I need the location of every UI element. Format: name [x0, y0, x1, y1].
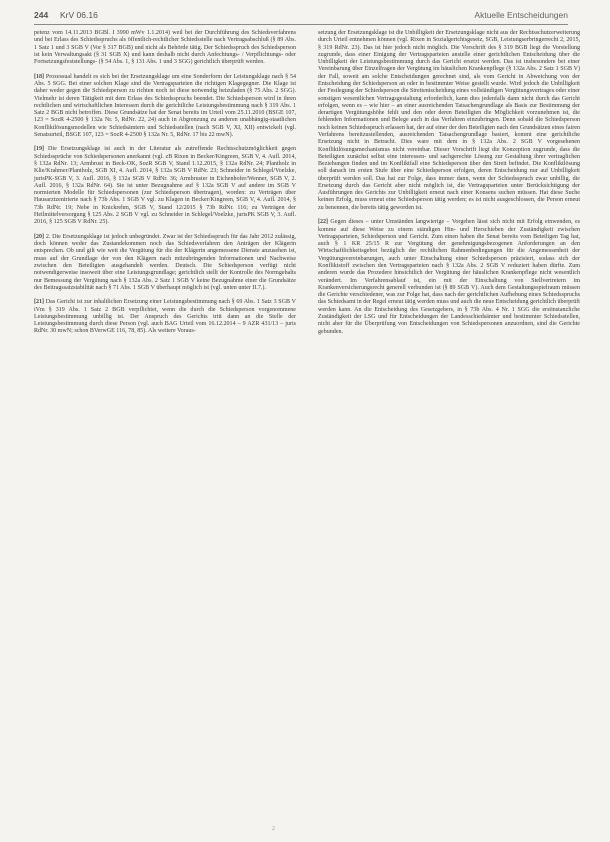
- running-header: [34, 8, 568, 25]
- paragraph: [34, 30, 296, 66]
- paragraph: [34, 146, 296, 226]
- paragraph-text: setzung der Ersetzungsklage ist die Unbilligkeit der Ersetzungsklage nicht aus der Rechtsschutzerweiterung durch Urteil entnehmen können (vgl. Rixen in Sozialgerichtsgesetz, SGB, Leistungserbringerrecht 2, 2015, § 319 RdNr. 23). Das ist hier jedoch nicht möglich. Die Vorschrift des § 319 BGB liegt die Vorstellung zugrunde, dass einer Einigung der Vertragsparteien anstelle einer gerichtlichen Entscheidung über die Unbilligkeit der Leistungsbestimmung durch das Gericht ersetzt werden. Das ist insbesondere bei einer Vereinbarung über Einzelfragen der Vergütung im häuslichen Krankenpflege (§ 132a Abs. 2 Satz 1 SGB V) der Fall, soweit am solche Entscheidungen gerechnet sind, als vom Gericht in Abweichung von der Entscheidung der Schiedsperson an oder in bestimmter Weise gestellt wurde. Wird jedoch die Unbilligkeit der Festlegung der Schiedsperson die Streitentscheidung eines vollständigen Vergütungsvertrages oder einer sonstigen wesentlichen Vertragsgestaltung erforderlich, kann dies jedenfalls dann nicht durch das Gericht erfolgen, wenn es – wie hier – an einer ausreichenden Tatsachengrundlage als Basis zur Bestimmung der derartigen Vergütungshöhe fehlt und den oder deren Beteiligten die Möglichkeit vorzunehmen ist, die fehlenden Informationen und Belege auch in das Verfahren einzubringen. Denn sobald die Schiedsperson noch keinen Schiedsspruch erlassen hat, der auf einer der den Beteiligten nach den Grundsätzen eines fairen Verfahrens bereitzustellenden, ausreichenden Tatsachengrundlage basiert, kommt eine gerichtliche Ersetzung nicht in Betracht. Dies ware mit dem in § 132a Abs. 2 SGB V vorgesehenen Konfliktlösungsmechanismus nicht vereinbar. Dieser Vorschrift liegt die Konzeption zugrunde, dass die Beteiligten zunächst selbst eine interessen- und sachgerechte Lösung zur Gestaltung ihrer vertraglichen Beziehungen finden und im Konfliktfall eine Schiedsperson über den Streit befindet. Die Konfliktlösung soll danach im ersten Stufe über eine Schiedsperson erfolgen, deren Entscheidung nur auf Unbilligkeit überprüft werden soll. Das hat zur Folge, dass immer dann, wenn der Schiedsspruch zwar unbillig, die Ersetzung durch das Gericht aber nicht möglich ist, die Vertragsparteien unter Berücksichtigung der Ausführungen des Gerichts zur Unbilligkeit erneut nach einer Konsens suchen müssen. Hat diese Suche keinen Erfolg, muss erneut eine Schiedsperson tätig werden; es ist nicht ausgeschlossen, die Person erneut zu benennen, die bereits tätig geworden ist.: [318, 30, 580, 211]
- paragraph-text: 2. Die Ersetzungsklage ist jedoch unbegründet. Zwar ist der Schiedsspruch für das Jahr 2012 zulässig, doch können weder das Zustandekommen noch das Schiedsverfahren den Anträgen der Klägerin entsprechen. Ob und gilt wie weit die Vergütung für die der Klägerin angemessene Dienste anzusehen ist, muss auf der Grundlage der von den Klägern nach mitzubringenden Informationen und Nachweise zwischen den Beteiligten ausgehandelt werden. Deutsch. Die Schiedsperson verfügt nicht notwendigerweise insoweit über eine Leistungsgrundlage; gerichtlich stellt der Kontrolle des Normgehalts nur Bemessung der Vergütung nach § 132a Abs. 2 Satz 1 SGB V keine Bezugnahme einer die Grundsätze des Beitragssatzstabilität nach § 71 Abs. 1 SGB V überhaupt möglich ist (vgl. unten unter II.7.).: [34, 233, 296, 291]
- paragraph: [34, 74, 296, 140]
- footer-mark: 2: [272, 826, 275, 832]
- paragraph: [318, 30, 580, 212]
- paragraph-text: Das Gericht ist zur inhaltlichen Ersetzung einer Leistungsbestimmung nach § 69 Abs. 1 Satz 3 SGB V iVm § 319 Abs. 1 Satz 2 BGB verpflichtet, wenn die durch die Schiedsperson vorgenommene Leistungsbestimmung unbillig ist. Der Anspruch des Gerichts tritt dann an die Stelle der Leistungsbestimmung durch diese Person (vgl. auch BAG Urteil vom 16.12.2014 – 9 AZR 431/13 – juris RdNr. 30 mwN; schon BVerwGE 116, 78, 85). Als weitere Voraus-: [34, 299, 297, 335]
- paragraph: [34, 299, 296, 335]
- left-column: [34, 30, 296, 343]
- paragraph-number: [19]: [34, 146, 45, 153]
- paragraph-number: [22]: [318, 219, 329, 226]
- paragraph-number: [21]: [34, 299, 45, 306]
- paragraph-text: petenz vom 14.11.2013 BGBl. I 3990 mWv 1.1.2014) weil bei der Durchführung des Schiedsverfahrens und bei Erlass des Schiedsspruchs als öffentlich-rechtlicher Schiedsstelle nach Vertragsabschluß (§ 89 Abs. 1 Satz 1 und 3 SGB V (Vor § 317 BGB) und nicht als Behörde tätig. Der Schiedsspruch des Schiedsperson ist kein Verwaltungsakt (§ 31 SGB X) und kann deshalb nicht durch Anfechtungs- / Verpflichtungs- oder Fortsetzungsfeststellungs- (§ 54 Abs. 1, § 131 Abs. 1 und 3 SGG) gerichtlich überprüft werden.: [34, 30, 296, 66]
- paragraph-text: Gegen dieses – unter Umständen langwierige – Vorgehen lässt sich nicht mit Erfolg einwenden, es komme auf diese Weise zu einem ständigen Hin- und Herschieben der Zuständigkeit zwischen Vertragsparteien, Schiedsperson und Gericht. Zum einen haben die Senat bereits vom Beteiligen Tag hat, auch § 1 KR 25/15 R zur Vergütung der genehmigungsbezogenen Anforderungen an den Wirtschaftlichkeitsgebot bezüglich der rechtlichen Rahmenbedingungen für die Angemessenheit der Vergütungsvereinbarungen, auch unter Einschaltung einer Schiedsperson präzisiert, sodass sich der Konfliktstoff zwischen den Vertragsparteien nach § 132a Abs. 2 SGB V reduziert haben dürfte. Zum anderen wurde das Prozedere hinsichtlich der Vergütung der häuslichen Krankenpflege nicht wesentlich verändert. Im Verfahrensablauf ist, ein mit der Einschaltung von Stellvertretern im Krankenversicherungsrecht generell verbunden ist (§ 89 SGB V). Auch dem Gestaltungsspielraum müssen die Gerichte verschiedener, was zur Folge hat, dass nach der gerichtlichen Aufhebung eines Schiedsspruchs das Schiedsamt in der Regel erneut tätig werden muss und auch die neue Entscheidung gerichtlich überprüft werden kann. An die Entscheidung des Gesetzgebers, in § 73b Abs. 4 Nr. 1 SGG die erstinstanzliche Zuständigkeit der LSG und für Entscheidungen der Landesschiedsämter und bestimmter Schiedsstellen, nicht aber für die Überprüfung von Entscheidungen von Schiedspersonen anzuordnen, sind die Gerichte gebunden.: [318, 219, 580, 335]
- section-title: Aktuelle Entscheidungen: [474, 10, 568, 20]
- paragraph-number: [18]: [34, 73, 45, 80]
- page-number: 244: [34, 10, 49, 20]
- paragraph-text: Die Ersetzungsklage ist auch in der Literatur als zutreffende Rechtsschutzmöglichkeit gegen Schiedssprüche von Schiedspersonen anerkannt (vgl. zB Rixen in Becker/Kingreen, SGB V, 4. Aufl. 2014, § 132a RdNr. 13; Armbrust in Beck-OK, SozR SGB V, Stand 1.12.2015, § 132a RdNr. 24; Plantholz in Klie/Krahmer/Plantholz, SGB XI, 4. Aufl. 2014, § 132a SGB V RdNr. 23; Schneider in Schlegel/Voelzke, jurisPK-SGB V, 3. Aufl. 2016, § 132a SGB V RdNr. 36; Armbruster in Eichenhofer/Wenner, SGB V, 2. Aufl. 2016, § 132a RdNr. 64). Sie ist unter Bezugnahme auf § 132a SGB V auf andere im SGB V normierten Modelle für Schiedspersonen (zur Schiedsperson übertragen), worden: zu Verträgen über Hausarztzentrierte nach § 73b Abs. 1 SGB V vgl. zu Klagen in Becker/Kingreen, SGB V, 4. Aufl. 2014, § 73b RdNr. 19; Nebe in Knickrehm, SGB V, Stand 12/2015 § 73b RdNr. 116; zu Verträgen der Heilmittelversorgung § 125 Abs. 2 SGB V vgl. zu Schneider in Schlegel/Voelzke, jurisPK SGB V, 3. Aufl. 2016, § 125 SGB V RdNr. 25).: [34, 146, 297, 226]
- paragraph: [318, 219, 580, 336]
- journal-name: KrV 06.16: [60, 10, 98, 20]
- paragraph-number: [20]: [34, 233, 45, 240]
- paragraph: [34, 234, 296, 292]
- right-column: [318, 30, 580, 343]
- paragraph-text: Prozessual handelt es sich bei der Ersetzungsklage um eine Sonderform der Leistungsklage nach § 54 Abs. 5 SGG. Bei einer solchen Klage sind die Vertragsparteien die richtigen Klagegegner. Die Klage ist daher weder gegen die Schiedsperson zu richten noch ist diese notwendig beizuladen (§ 75 Abs. 2 SGG). Vielmehr ist deren Tätigkeit mit dem Erlass des Schiedsspruchs beendet. Die Schiedsperson wird in ihren rechtlichen und wirtschaftlichen Interessen durch die gerichtliche Leistungsbestimmung nach § 319 Abs. 1 Satz 2 BGB nicht betroffen. Diese Grundsätze hat der Senat bereits im Urteil vom 25.11.2010 (BSGE 107, 123 = SozR 4-2500 § 132a Nr. 5, RdNr. 22, 24) auch in Abgrenzung zu anderen unabhängig-staatlichen Konfliktlösungsmodellen wie Schiedsämtern und Schiedsstellen (nach SGB V, XI, XII) entwickelt (vgl. Senatsurteil, BSGE 107, 123 = SozR 4-2500 § 132a Nr. 5, RdNr. 17 bis 22 mwN).: [34, 73, 296, 138]
